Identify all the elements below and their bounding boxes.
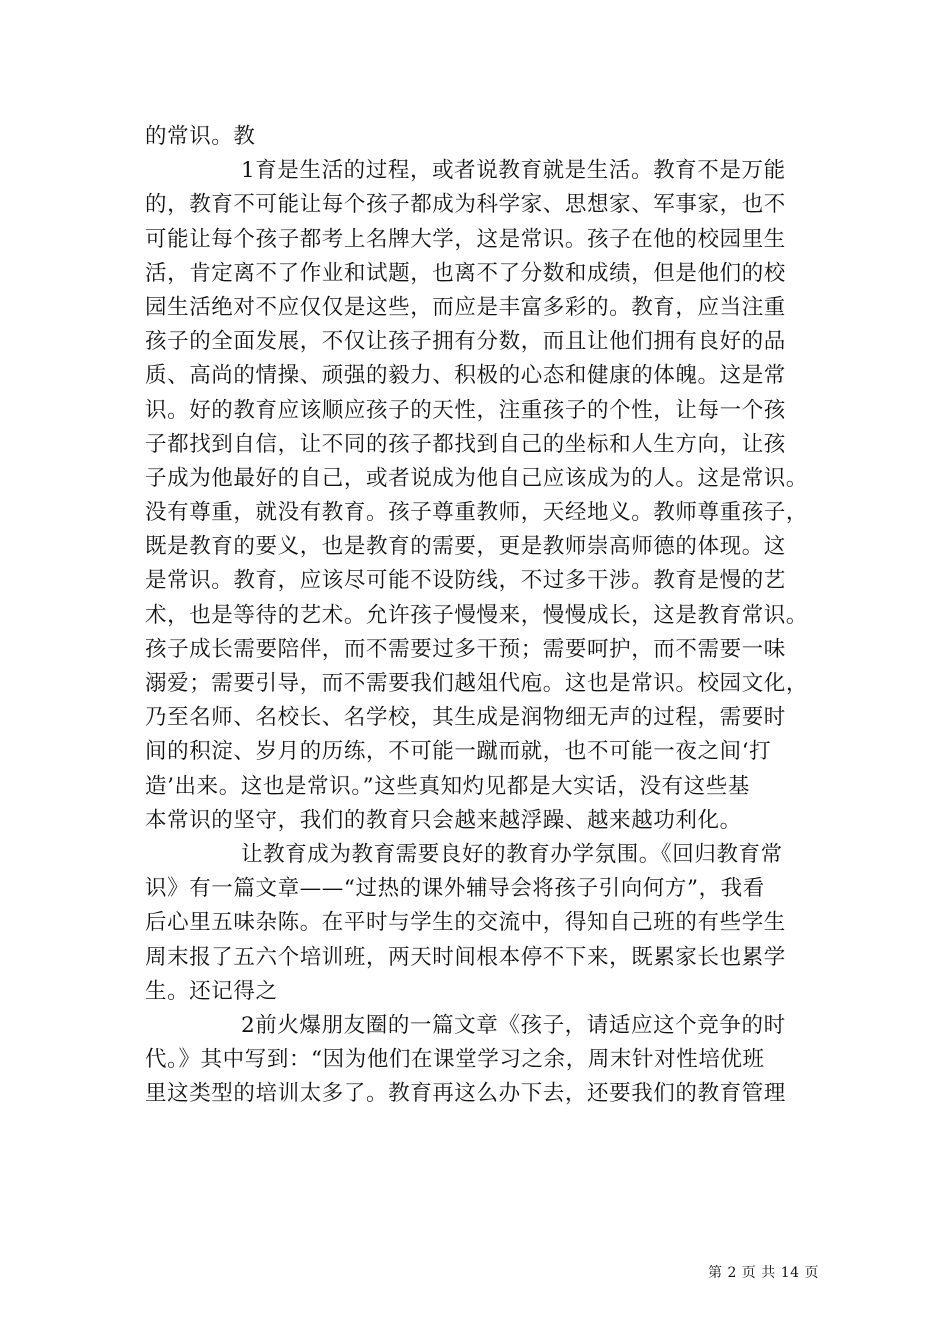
text-line: 间的积淀、岁月的历练，不可能一蹴而就，也不可能一夜之间‘打 (145, 739, 772, 765)
text-line: 后心里五味杂陈。在平时与学生的交流中，得知自己班的有些学生 (145, 910, 786, 936)
text-line: 的，教育不可能让每个孩子都成为科学家、思想家、军事家，也不 (145, 192, 786, 218)
text-line: 里这类型的培训太多了。教育再这么办下去，还要我们的教育管理 (145, 1081, 786, 1107)
text-line: 术，也是等待的艺术。允许孩子慢慢来，慢慢成长，这是教育常识。 (145, 602, 809, 628)
page-number-footer: 第 2 页 共 14 页 (708, 1265, 819, 1281)
text-line: 2前火爆朋友圈的一篇文章《孩子，请适应这个竞争的时 (241, 1012, 786, 1038)
text-line: 1育是生活的过程，或者说教育就是生活。教育不是万能 (241, 158, 786, 184)
text-line: 造’出来。这也是常识。”这些真知灼见都是大实话，没有这些基 (145, 773, 750, 799)
text-line: 没有尊重，就没有教育。孩子尊重教师，天经地义。教师尊重孩子， (145, 500, 809, 526)
text-line: 识。好的教育应该顺应孩子的天性，注重孩子的个性，让每一个孩 (145, 397, 786, 423)
text-line: 本常识的坚守，我们的教育只会越来越浮躁、越来越功利化。 (145, 807, 742, 833)
text-line: 园生活绝对不应仅仅是这些，而应是丰富多彩的。教育，应当注重 (145, 294, 786, 320)
text-line: 乃至名师、名校长、名学校，其生成是润物细无声的过程，需要时 (145, 705, 786, 731)
text-line: 可能让每个孩子都考上名牌大学，这是常识。孩子在他的校园里生 (145, 226, 786, 252)
text-line: 代。》其中写到：“因为他们在课堂学习之余，周末针对性培优班 (145, 1047, 765, 1073)
text-line: 识》有一篇文章——“过热的课外辅导会将孩子引向何方”，我看 (145, 876, 765, 902)
text-line: 子成为他最好的自己，或者说成为他自己应该成为的人。这是常识。 (145, 465, 809, 491)
text-line: 既是教育的要义，也是教育的需要，更是教师崇高师德的体现。这 (145, 534, 786, 560)
text-line: 是常识。教育，应该尽可能不设防线，不过多干涉。教育是慢的艺 (145, 568, 786, 594)
text-line: 孩子的全面发展，不仅让孩子拥有分数，而且让他们拥有良好的品 (145, 329, 786, 355)
text-line: 周末报了五六个培训班，两天时间根本停不下来，既累家长也累学 (145, 944, 786, 970)
text-line: 生。还记得之 (145, 978, 278, 1004)
text-line: 的常识。教 (145, 124, 256, 149)
text-line: 子都找到自信，让不同的孩子都找到自己的坐标和人生方向，让孩 (145, 431, 786, 457)
text-line: 让教育成为教育需要良好的教育办学氛围。《回归教育常 (241, 841, 783, 867)
text-line: 孩子成长需要陪伴，而不需要过多干预；需要呵护，而不需要一味 (145, 636, 786, 662)
text-line: 活，肯定离不了作业和试题，也离不了分数和成绩，但是他们的校 (145, 260, 786, 286)
text-line: 溺爱；需要引导，而不需要我们越俎代庖。这也是常识。校园文化， (145, 671, 809, 696)
body-text (145, 120, 815, 1111)
text-line: 质、高尚的情操、顽强的毅力、积极的心态和健康的体魄。这是常 (145, 363, 786, 389)
